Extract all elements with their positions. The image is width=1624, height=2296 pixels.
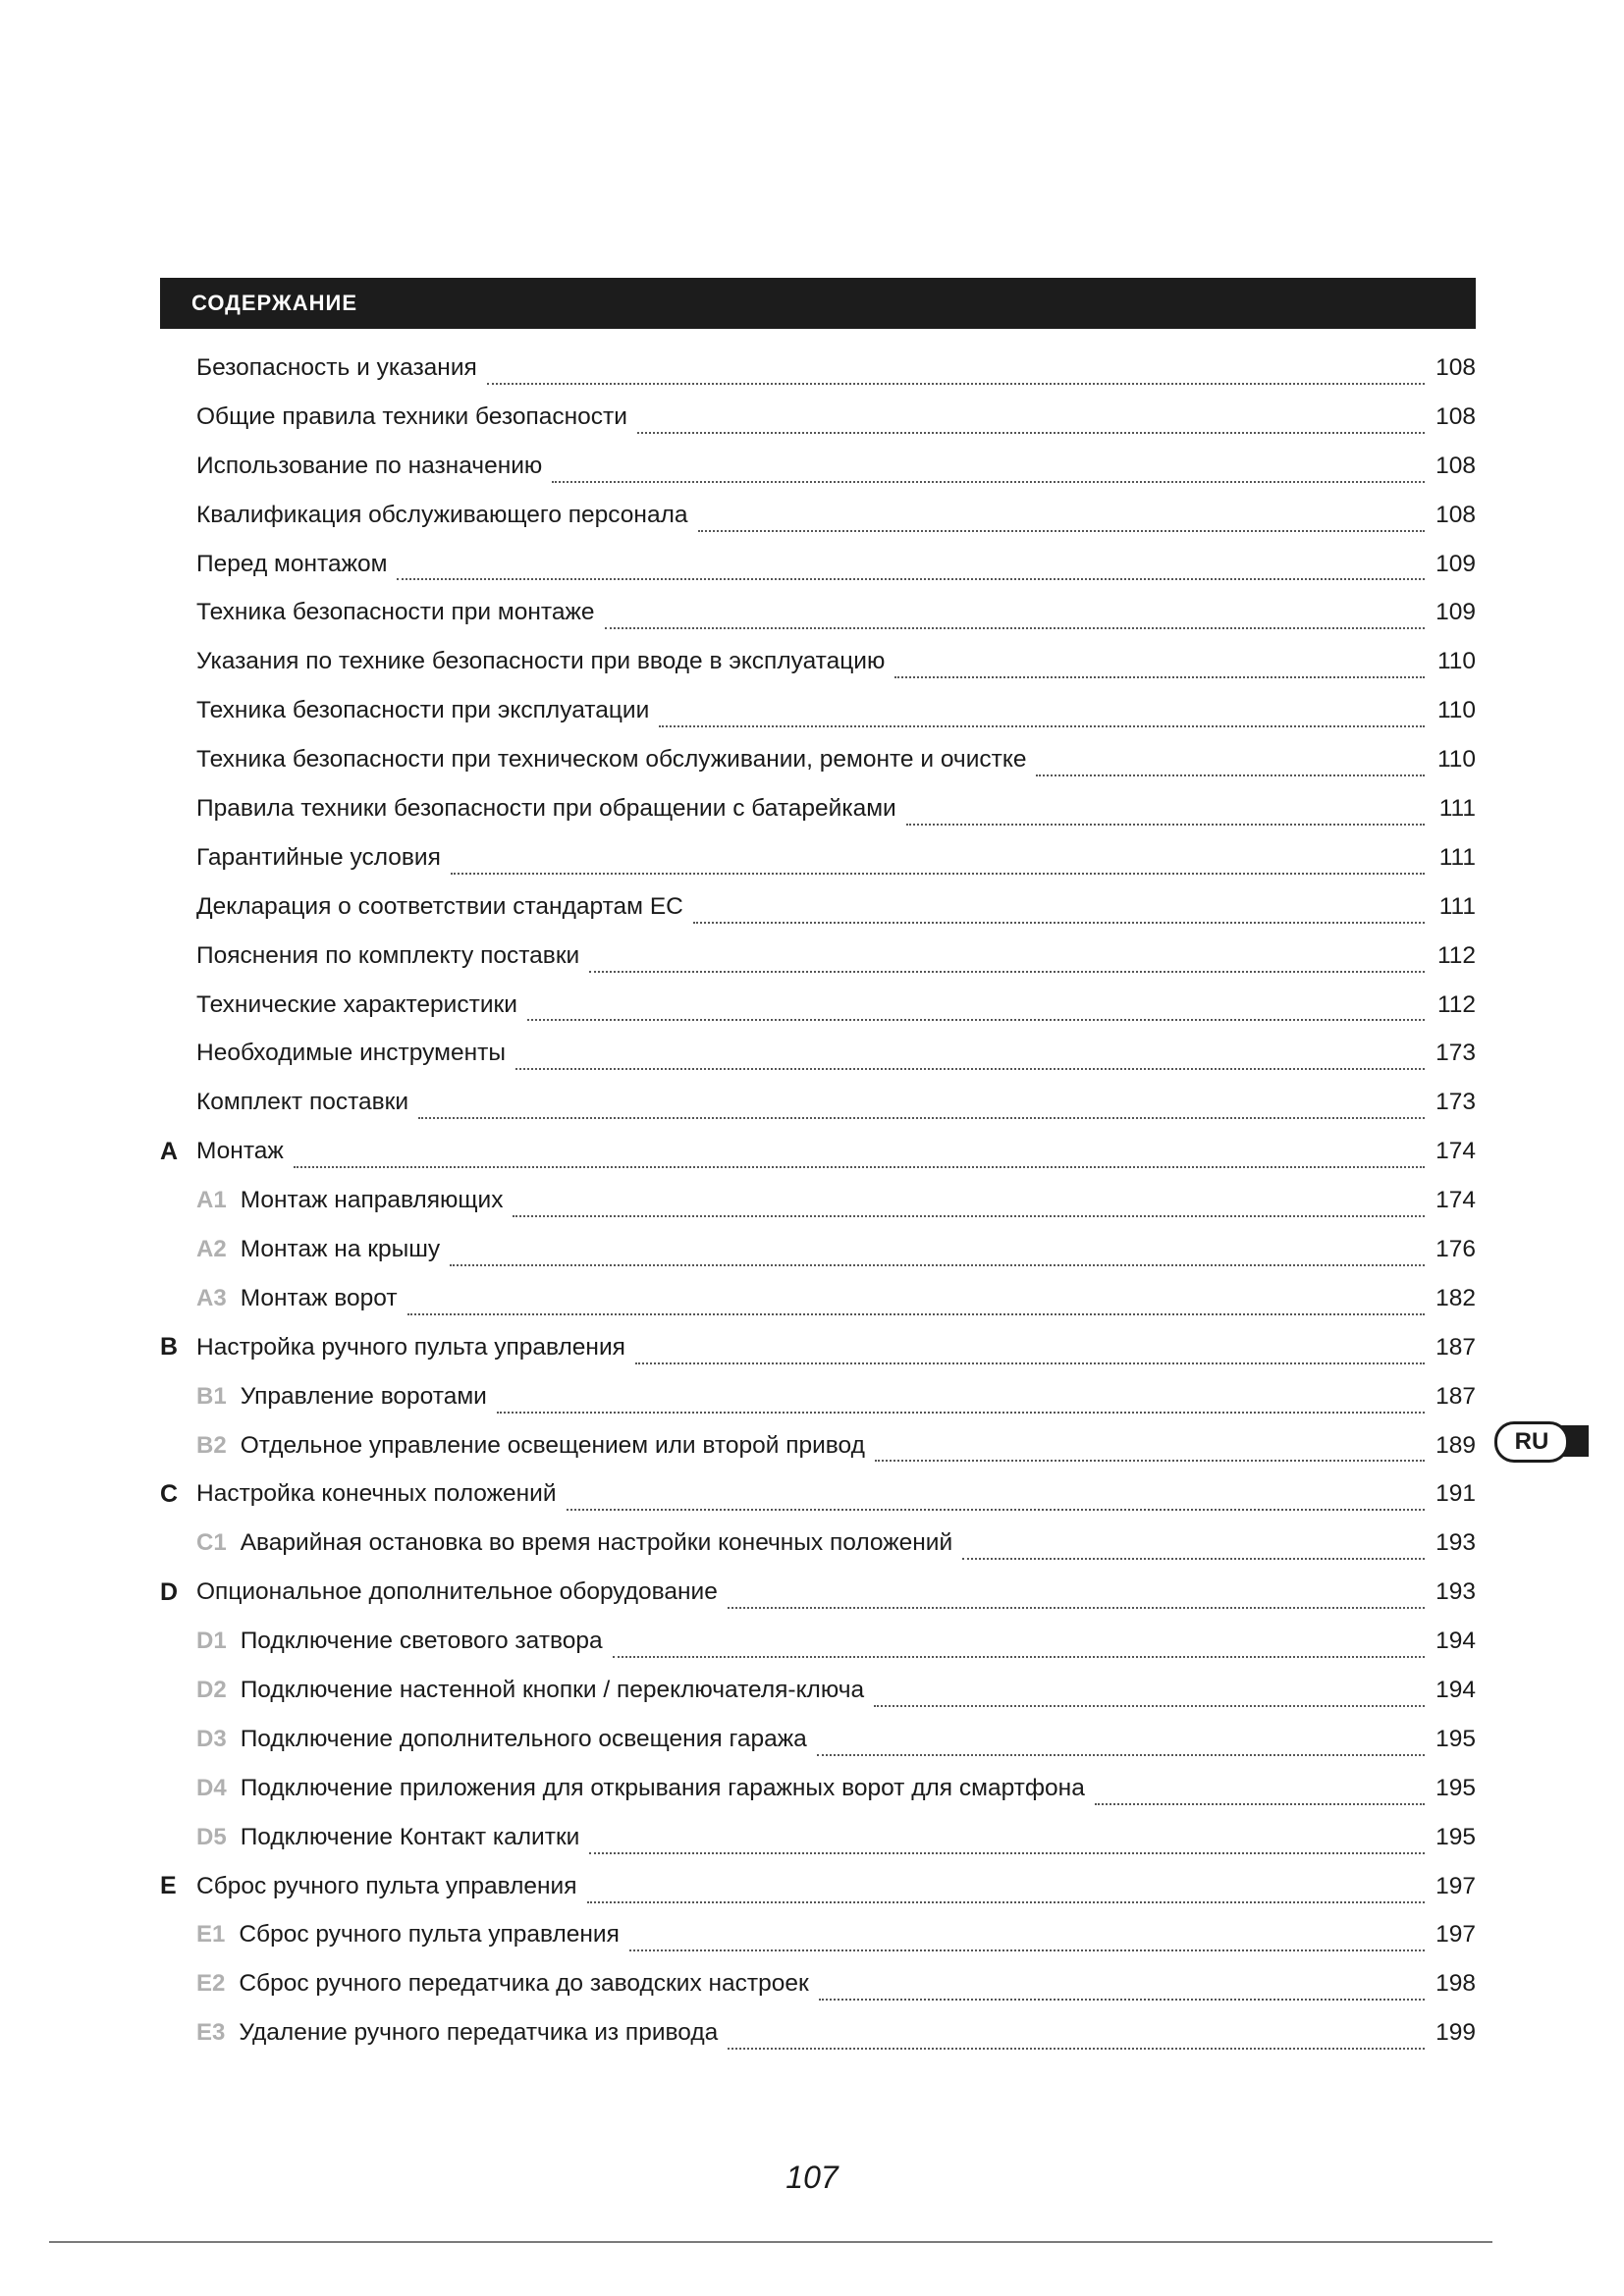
toc-entry[interactable] [160, 1862, 1476, 1911]
toc-entry-title: Сброс ручного пульта управления [196, 1872, 577, 1899]
toc-entry-title: Использование по назначению [196, 452, 543, 479]
toc-entry[interactable] [160, 1078, 1476, 1127]
toc-entry[interactable] [160, 1274, 1476, 1323]
toc-entry-title: Монтаж ворот [240, 1284, 398, 1311]
toc-page-number: 108 [1435, 501, 1476, 528]
toc-page-number: 194 [1435, 1676, 1476, 1703]
toc-entry-title: Подключение настенной кнопки / переключателя-ключа [240, 1676, 865, 1703]
toc-section-letter: A [160, 1137, 179, 1165]
toc-page-number: 108 [1435, 353, 1476, 381]
language-badge: RU [1494, 1421, 1569, 1463]
toc-dot-leader [589, 945, 1425, 973]
toc-entry[interactable] [160, 784, 1476, 833]
toc-entry-title: Настройка конечных положений [196, 1480, 557, 1508]
toc-entry-title: Отдельное управление освещением или второй привод [240, 1431, 865, 1459]
page-number: 107 [785, 2160, 839, 2195]
toc-entry[interactable] [160, 1568, 1476, 1617]
toc-dot-leader [487, 357, 1425, 385]
toc-subsection-number: E1 [196, 1921, 226, 1949]
toc-subsection-number: E2 [196, 1970, 226, 1998]
toc-dot-leader [605, 602, 1426, 629]
toc-entry-title: Монтаж [196, 1138, 284, 1165]
toc-entry-title: Опциональное дополнительное оборудование [196, 1578, 718, 1606]
toc-page-number: 111 [1438, 843, 1476, 871]
toc-entry[interactable] [160, 833, 1476, 882]
toc-entry-title: Подключение дополнительного освещения гаража [240, 1725, 807, 1752]
toc-dot-leader [637, 406, 1425, 434]
toc-page-number: 173 [1435, 1089, 1476, 1116]
toc-entry[interactable] [160, 1176, 1476, 1225]
toc-dot-leader [906, 798, 1425, 826]
toc-entry[interactable] [160, 981, 1476, 1030]
toc-dot-leader [693, 896, 1425, 924]
toc-subsection-number: D2 [196, 1676, 227, 1703]
toc-entry-title: Техника безопасности при монтаже [196, 599, 595, 626]
toc-entry-title: Сброс ручного пульта управления [239, 1921, 620, 1949]
toc-entry-title: Общие правила техники безопасности [196, 402, 627, 430]
toc-entry[interactable] [160, 393, 1476, 442]
toc-subsection-number: D3 [196, 1725, 227, 1752]
toc-entry[interactable] [160, 932, 1476, 981]
toc-subsection-number: A2 [196, 1235, 227, 1262]
toc-page-number: 191 [1435, 1480, 1476, 1508]
toc-dot-leader [587, 1876, 1425, 1903]
toc-dot-leader [513, 1190, 1425, 1217]
toc-page-number: 176 [1435, 1235, 1476, 1262]
toc-page-number: 198 [1435, 1970, 1476, 1998]
toc-subsection-number: E3 [196, 2019, 226, 2047]
toc-entry-title: Управление воротами [240, 1382, 487, 1410]
toc-entry-title: Монтаж на крышу [240, 1235, 441, 1262]
toc-entry[interactable] [160, 540, 1476, 589]
toc-subsection-number: D5 [196, 1823, 227, 1850]
toc-page-number: 193 [1435, 1578, 1476, 1606]
toc-dot-leader [962, 1532, 1425, 1560]
toc-page-number: 182 [1435, 1284, 1476, 1311]
toc-page-number: 174 [1435, 1138, 1476, 1165]
toc-entry[interactable] [160, 1715, 1476, 1764]
toc-page-number: 195 [1435, 1725, 1476, 1752]
toc-entry[interactable] [160, 1959, 1476, 2008]
toc-entry-title: Подключение светового затвора [240, 1628, 603, 1655]
toc-entry[interactable] [160, 1519, 1476, 1568]
toc-entry[interactable] [160, 2008, 1476, 2057]
toc-entry-title: Технические характеристики [196, 990, 517, 1018]
toc-entry[interactable] [160, 1029, 1476, 1078]
toc-entry-title: Подключение Контакт калитки [240, 1823, 580, 1850]
table-of-contents [160, 344, 1476, 2057]
language-tab [1494, 1421, 1589, 1461]
toc-page-number: 199 [1435, 2019, 1476, 2047]
toc-section-letter: C [160, 1479, 179, 1508]
toc-page-number: 197 [1435, 1921, 1476, 1949]
toc-dot-leader [294, 1141, 1425, 1168]
toc-entry-title: Правила техники безопасности при обращении с батарейками [196, 794, 896, 822]
toc-entry-title: Указания по технике безопасности при вводе в эксплуатацию [196, 648, 886, 675]
toc-entry[interactable] [160, 491, 1476, 540]
toc-page-number: 110 [1436, 648, 1476, 675]
toc-dot-leader [728, 2022, 1425, 2050]
toc-page-number: 108 [1435, 402, 1476, 430]
toc-entry-title: Гарантийные условия [196, 843, 441, 871]
toc-dot-leader [819, 1973, 1425, 2001]
toc-entry-title: Квалификация обслуживающего персонала [196, 501, 688, 528]
toc-dot-leader [894, 651, 1425, 678]
toc-entry-title: Подключение приложения для открывания гаражных ворот для смартфона [240, 1774, 1085, 1801]
toc-page-number: 195 [1435, 1774, 1476, 1801]
toc-subsection-number: D1 [196, 1628, 227, 1655]
toc-section-letter: D [160, 1577, 179, 1606]
toc-entry-title: Комплект поставки [196, 1089, 409, 1116]
toc-page-number: 174 [1435, 1187, 1476, 1214]
toc-entry[interactable] [160, 1225, 1476, 1274]
toc-entry-title: Сброс ручного передатчика до заводских настроек [239, 1970, 809, 1998]
toc-entry[interactable] [160, 1421, 1476, 1470]
toc-dot-leader [629, 1924, 1425, 1951]
toc-entry[interactable] [160, 1127, 1476, 1176]
footer-divider [49, 2241, 1492, 2243]
toc-entry-title: Настройка ручного пульта управления [196, 1333, 625, 1361]
toc-page-number: 194 [1435, 1628, 1476, 1655]
toc-dot-leader [567, 1483, 1425, 1511]
toc-dot-leader [418, 1092, 1425, 1119]
toc-entry[interactable] [160, 344, 1476, 393]
toc-dot-leader [698, 505, 1426, 532]
toc-entry[interactable] [160, 882, 1476, 932]
toc-dot-leader [552, 455, 1425, 483]
toc-dot-leader [875, 1434, 1425, 1462]
toc-page-number: 112 [1436, 990, 1476, 1018]
toc-page-number: 173 [1435, 1040, 1476, 1067]
toc-dot-leader [635, 1337, 1425, 1364]
toc-entry-title: Аварийная остановка во время настройки конечных положений [240, 1529, 953, 1557]
toc-page-number: 197 [1435, 1872, 1476, 1899]
toc-page-number: 187 [1435, 1333, 1476, 1361]
toc-header-bar [160, 278, 1476, 329]
toc-dot-leader [407, 1288, 1425, 1315]
toc-page-number: 110 [1436, 697, 1476, 724]
toc-dot-leader [1095, 1778, 1425, 1805]
toc-subsection-number: C1 [196, 1529, 227, 1557]
toc-entry[interactable] [160, 1666, 1476, 1715]
toc-dot-leader [613, 1630, 1425, 1658]
toc-page-number: 195 [1435, 1823, 1476, 1850]
toc-dot-leader [874, 1680, 1425, 1707]
toc-entry[interactable] [160, 1764, 1476, 1813]
toc-entry[interactable] [160, 735, 1476, 784]
toc-entry[interactable] [160, 1372, 1476, 1421]
toc-page-number: 110 [1436, 746, 1476, 774]
toc-page-number: 109 [1435, 599, 1476, 626]
toc-dot-leader [728, 1581, 1425, 1609]
toc-section-letter: E [160, 1872, 177, 1900]
toc-dot-leader [589, 1827, 1425, 1854]
toc-section-letter: B [160, 1333, 179, 1362]
toc-dot-leader [527, 993, 1425, 1021]
toc-entry-title: Пояснения по комплекту поставки [196, 941, 580, 969]
toc-dot-leader [817, 1729, 1425, 1756]
toc-entry[interactable] [160, 637, 1476, 686]
toc-entry[interactable] [160, 442, 1476, 491]
toc-entry-title: Техника безопасности при эксплуатации [196, 697, 650, 724]
toc-page-number: 109 [1435, 550, 1476, 577]
toc-dot-leader [497, 1386, 1425, 1414]
toc-page-number: 187 [1435, 1382, 1476, 1410]
toc-subsection-number: A1 [196, 1187, 227, 1214]
toc-dot-leader [515, 1042, 1425, 1070]
toc-subsection-number: D4 [196, 1774, 227, 1801]
toc-dot-leader [397, 553, 1425, 580]
toc-entry-title: Перед монтажом [196, 550, 388, 577]
toc-entry-title: Необходимые инструменты [196, 1040, 506, 1067]
toc-dot-leader [1036, 749, 1425, 776]
toc-entry[interactable] [160, 1911, 1476, 1960]
toc-page-number: 112 [1436, 941, 1476, 969]
toc-entry-title: Техника безопасности при техническом обслуживании, ремонте и очистке [196, 746, 1027, 774]
toc-entry-title: Удаление ручного передатчика из привода [239, 2019, 719, 2047]
toc-subsection-number: B2 [196, 1431, 227, 1459]
toc-page-number: 108 [1435, 452, 1476, 479]
toc-page-number: 111 [1438, 794, 1476, 822]
toc-entry[interactable] [160, 1813, 1476, 1862]
toc-entry-title: Монтаж направляющих [240, 1187, 504, 1214]
toc-dot-leader [659, 700, 1425, 727]
toc-entry[interactable] [160, 686, 1476, 735]
toc-entry[interactable] [160, 1469, 1476, 1519]
toc-dot-leader [450, 1239, 1425, 1266]
toc-entry-title: Безопасность и указания [196, 353, 477, 381]
toc-page-number: 193 [1435, 1529, 1476, 1557]
toc-entry-title: Декларация о соответствии стандартам ЕС [196, 892, 683, 920]
toc-subsection-number: B1 [196, 1382, 227, 1410]
toc-entry[interactable] [160, 1323, 1476, 1372]
toc-entry[interactable] [160, 1617, 1476, 1666]
toc-page-number: 111 [1438, 892, 1476, 920]
toc-header-title: СОДЕРЖАНИЕ [191, 291, 358, 315]
toc-entry[interactable] [160, 588, 1476, 637]
toc-page-number: 189 [1435, 1431, 1476, 1459]
toc-subsection-number: A3 [196, 1284, 227, 1311]
toc-dot-leader [451, 847, 1425, 875]
